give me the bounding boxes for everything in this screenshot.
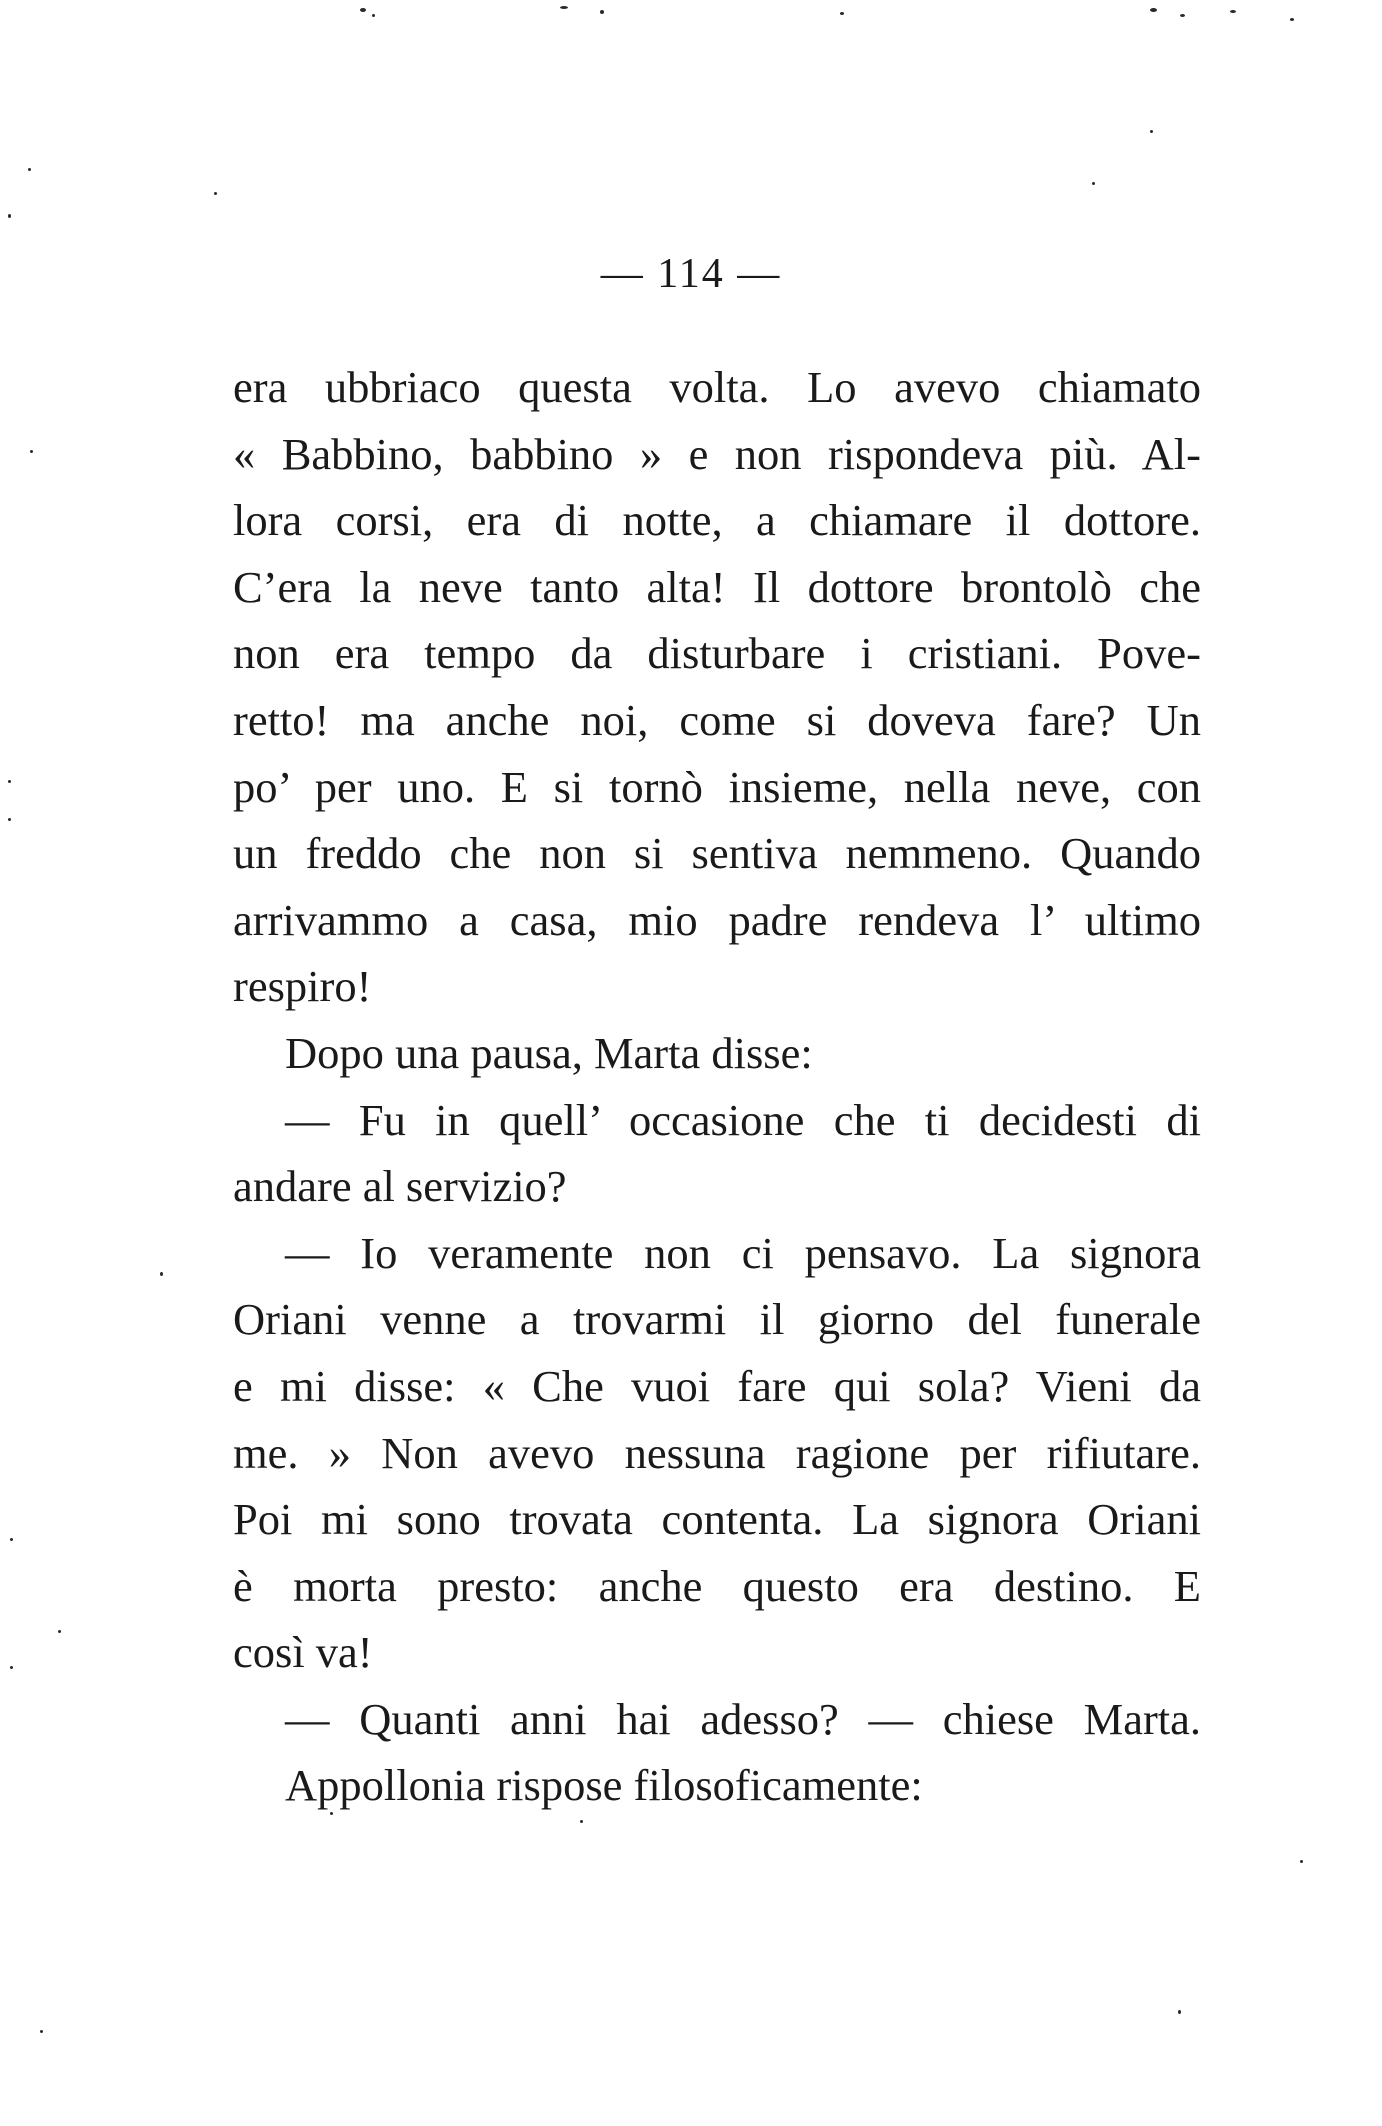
text-line: respiro! <box>233 961 372 1012</box>
scan-speck <box>840 12 844 15</box>
scan-speck <box>214 192 217 195</box>
text-line: è morta presto: anche questo era destino. E <box>233 1560 1201 1611</box>
scan-speck <box>1178 2010 1181 2014</box>
scan-speck <box>1290 18 1294 21</box>
text-line: Dopo una pausa, Marta disse: <box>285 1027 813 1078</box>
text-line: Poi mi sono trovata contenta. La signora Oriani <box>233 1494 1201 1545</box>
scan-speck <box>30 450 33 453</box>
scan-speck <box>58 1630 61 1633</box>
text-line: C’era la neve tanto alta! Il dottore brontolò che <box>233 561 1201 612</box>
scan-speck <box>1150 8 1157 12</box>
scan-speck <box>8 214 11 218</box>
scan-speck <box>1300 1860 1303 1863</box>
text-line: me. » Non avevo nessuna ragione per rifiutare. <box>233 1427 1201 1478</box>
text-line: Oriani venne a trovarmi il giorno del funerale <box>233 1294 1201 1345</box>
scan-speck <box>560 6 568 9</box>
text-line: — Fu in quell’ occasione che ti decidesti di <box>285 1094 1201 1145</box>
scan-speck <box>28 168 31 171</box>
text-line: era ubbriaco questa volta. Lo avevo chiamato <box>233 362 1201 412</box>
text-line: retto! ma anche noi, come si doveva fare? Un <box>233 694 1201 745</box>
scan-speck <box>1230 10 1236 13</box>
text-line: Appollonia rispose filosoficamente: <box>285 1760 923 1811</box>
text-line: po’ per uno. E si tornò insieme, nella neve, con <box>233 761 1201 812</box>
scan-speck <box>372 14 375 17</box>
scan-speck <box>1092 182 1095 185</box>
text-line: — Quanti anni hai adesso? — chiese Marta. <box>285 1693 1201 1744</box>
text-line: — Io veramente non ci pensavo. La signora <box>285 1227 1201 1278</box>
text-line: lora corsi, era di notte, a chiamare il dottore. <box>233 495 1201 546</box>
text-line: un freddo che non si sentiva nemmeno. Quando <box>233 828 1201 879</box>
body-text <box>233 354 1201 1819</box>
scan-speck <box>10 1666 13 1669</box>
text-line: e mi disse: « Che vuoi fare qui sola? Vieni da <box>233 1360 1201 1411</box>
scan-speck <box>8 818 11 821</box>
scan-speck <box>160 1272 163 1276</box>
text-line: non era tempo da disturbare i cristiani. Pove- <box>233 628 1201 679</box>
scan-speck <box>40 2030 43 2033</box>
page-number: — 114 — <box>600 251 782 297</box>
scan-speck <box>1150 130 1153 133</box>
text-line: andare al servizio? <box>233 1161 567 1212</box>
scan-speck <box>600 10 604 14</box>
scan-speck <box>580 1820 583 1823</box>
scan-speck <box>1180 14 1185 17</box>
scan-speck <box>8 780 11 783</box>
text-line: « Babbino, babbino » e non rispondeva più. Al- <box>233 428 1201 479</box>
scan-speck <box>360 8 366 12</box>
text-line: così va! <box>233 1627 373 1678</box>
scan-speck <box>10 1538 13 1541</box>
text-line: arrivammo a casa, mio padre rendeva l’ ultimo <box>233 894 1201 945</box>
